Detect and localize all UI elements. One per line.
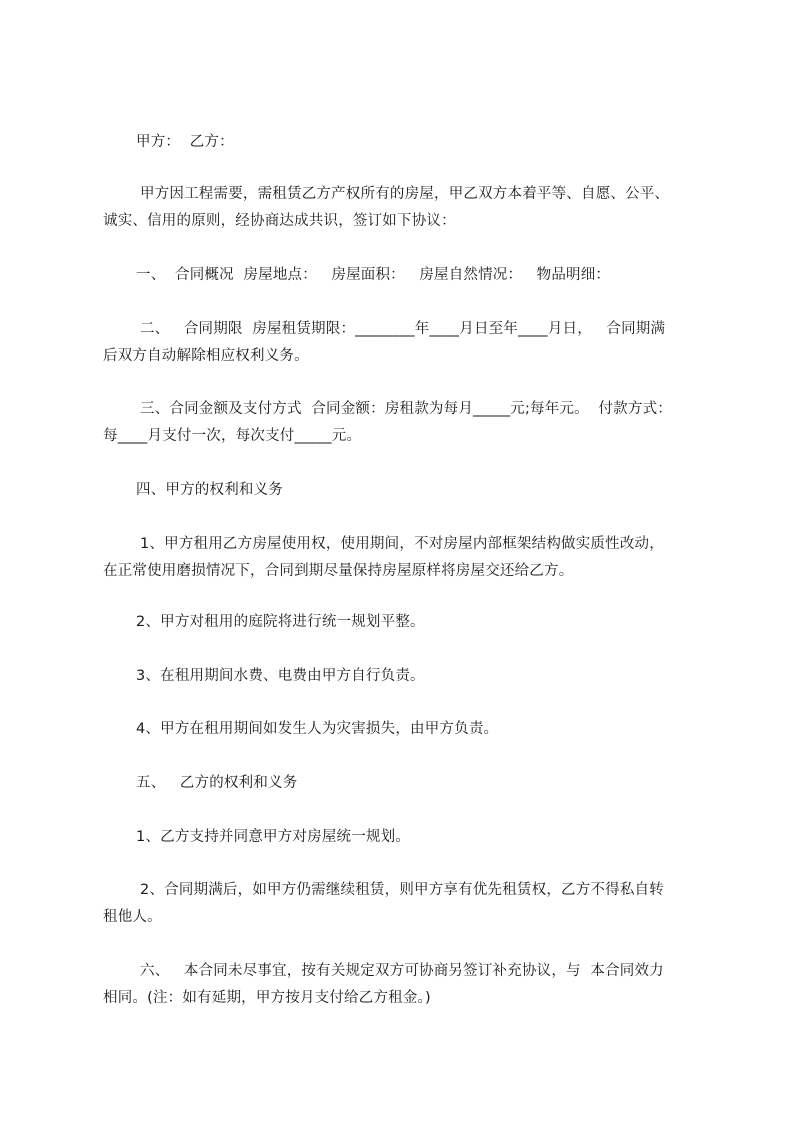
preamble-line-1: 甲方因工程需要，需租赁乙方产权所有的房屋，甲乙双方本着平等、自愿、公平、	[140, 186, 670, 202]
section-4-heading: 四、甲方的权利和义务	[136, 482, 283, 498]
section-5-item-1: 1、乙方支持并同意甲方对房屋统一规划。	[136, 829, 411, 845]
section-5-heading: 五、 乙方的权利和义务	[136, 775, 298, 791]
section-2-term-line-2: 后双方自动解除相应权利义务。	[103, 348, 309, 364]
section-1-overview: 一、 合同概况 房屋地点： 房屋面积： 房屋自然情况： 物品明细：	[136, 267, 611, 283]
section-4-item-4: 4、甲方在租用期间如发生人为灾害损失，由甲方负责。	[136, 721, 499, 737]
party-line: 甲方： 乙方：	[136, 134, 234, 150]
section-3-payment-line-2: 每____月支付一次，每次支付_____元。	[103, 428, 362, 444]
section-4-item-2: 2、甲方对租用的庭院将进行统一规划平整。	[136, 614, 425, 630]
preamble-line-2: 诚实、信用的原则，经协商达成共识，签订如下协议：	[103, 213, 456, 229]
section-2-term-line-1: 二、 合同期限 房屋租赁期限：________年____月日至年____月日， 合同期满	[140, 321, 666, 337]
section-3-payment-line-1: 三、合同金额及支付方式 合同金额：房租款为每月_____元;每年元。 付款方式：	[140, 401, 672, 417]
section-4-item-1-line-2: 在正常使用磨损情况下，合同到期尽量保持房屋原样将房屋交还给乙方。	[103, 563, 574, 579]
section-5-item-2-line-2: 租他人。	[103, 909, 162, 925]
section-6-line-1: 六、 本合同未尽事宜，按有关规定双方可协商另签订补充协议，与 本合同效力	[140, 963, 664, 979]
section-4-item-3: 3、在租用期间水费、电费由甲方自行负责。	[136, 668, 425, 684]
section-5-item-2-line-1: 2、合同期满后，如甲方仍需继续租赁，则甲方享有优先租赁权，乙方不得私自转	[140, 882, 664, 898]
section-6-line-2: 相同。(注：如有延期，甲方按月支付给乙方租金。)	[103, 990, 431, 1006]
section-4-item-1-line-1: 1、甲方租用乙方房屋使用权，使用期间，不对房屋内部框架结构做实质性改动，	[140, 536, 664, 552]
